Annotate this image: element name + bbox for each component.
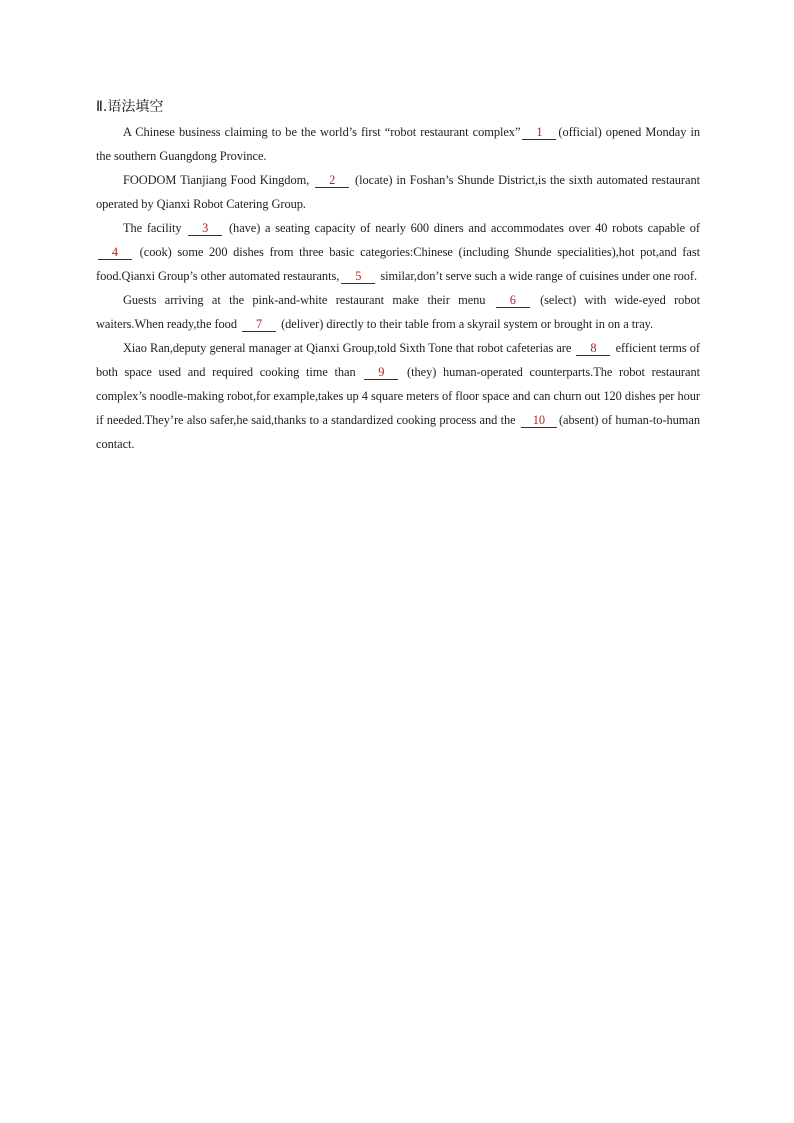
paragraph-text: (deliver) directly to their table from a skyrail system or brought in on a tray. (278, 317, 654, 331)
section-title: Ⅱ.语法填空 (96, 99, 164, 115)
paragraph-text: similar,don’t serve such a wide range of cuisines under one roof. (377, 269, 698, 283)
answer-blank[interactable]: 2 (315, 173, 349, 188)
paragraph-text: (locate) in Foshan’s Shunde District,is the sixth automated restaurant operated by Qianxi Robot Catering Group. (96, 173, 700, 211)
answer-blank[interactable]: 4 (98, 245, 132, 260)
answer-blank[interactable]: 1 (522, 125, 556, 140)
paragraph-text: (cook) some 200 dishes from three basic categories:Chinese (including Shunde specialities),hot pot,and fast food.Qianxi Group’s other automated restaurants, (96, 245, 700, 283)
paragraph (96, 288, 700, 336)
paragraph-text: The facility (123, 221, 187, 235)
answer-blank[interactable]: 8 (576, 341, 610, 356)
paragraph-text: (have) a seating capacity of nearly 600 diners and accommodates over 40 robots capable of (224, 221, 700, 235)
answer-blank[interactable]: 7 (242, 317, 276, 332)
answer-blank[interactable]: 3 (188, 221, 222, 236)
document-page (96, 96, 700, 456)
passage (96, 120, 700, 456)
answer-blank[interactable]: 5 (341, 269, 375, 284)
answer-blank[interactable]: 6 (496, 293, 530, 308)
paragraph (96, 120, 700, 168)
paragraph-text: (official) opened Monday in the southern Guangdong Province. (96, 125, 700, 163)
paragraph-text: (they) human-operated counterparts.The robot restaurant complex’s noodle-making robot,for example,takes up 4 square meters of floor space and can churn out 120 dishes per hour if needed.They’re also safer,he said,thanks to a standardized cooking process and the (96, 365, 700, 427)
paragraph (96, 216, 700, 288)
answer-blank[interactable]: 10 (521, 413, 557, 428)
paragraph (96, 168, 700, 216)
paragraph-text: (select) with wide-eyed robot waiters.When ready,the food (96, 293, 701, 331)
paragraph (96, 336, 700, 456)
paragraph-text: FOODOM Tianjiang Food Kingdom, (123, 173, 314, 187)
paragraph-text: Guests arriving at the pink-and-white restaurant make their menu (123, 293, 494, 307)
paragraph-text: Xiao Ran,deputy general manager at Qianxi Group,told Sixth Tone that robot cafeterias are (123, 341, 575, 355)
paragraph-text: (absent) of human-to-human contact. (96, 413, 700, 451)
paragraph-text: efficient terms of both space used and required cooking time than (96, 341, 700, 379)
paragraph-text: A Chinese business claiming to be the world’s first “robot restaurant complex” (123, 125, 521, 139)
answer-blank[interactable]: 9 (364, 365, 398, 380)
